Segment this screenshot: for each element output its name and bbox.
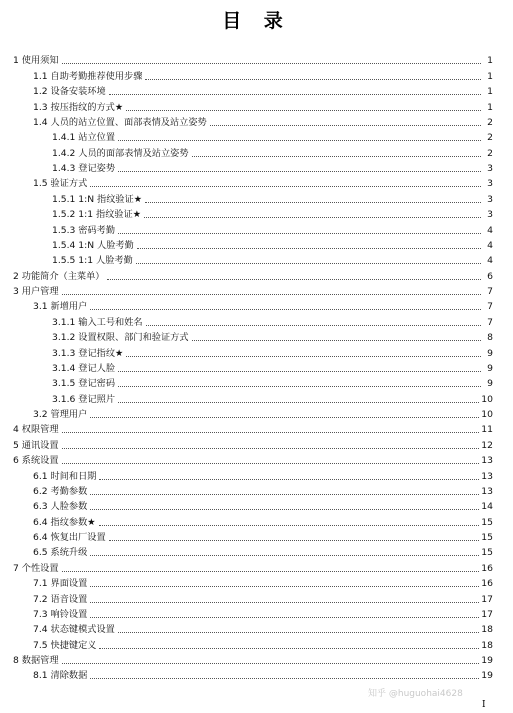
toc-entry-page-number: 12 bbox=[481, 439, 493, 451]
watermark: 知乎 @huguohai4628 bbox=[368, 689, 463, 699]
toc-entry-label: 1.5.2 1:1 指纹验证★ bbox=[52, 209, 141, 221]
toc-entry[interactable] bbox=[0, 267, 513, 282]
toc-entry-page-number: 4 bbox=[487, 255, 493, 267]
toc-dot-leader bbox=[62, 294, 481, 295]
toc-entry-page-number: 2 bbox=[487, 116, 493, 128]
toc-entry-page-number: 6 bbox=[487, 270, 493, 282]
toc-entry-page-number: 9 bbox=[487, 378, 493, 390]
toc-dot-leader bbox=[90, 617, 479, 618]
toc-entry[interactable] bbox=[0, 467, 513, 482]
toc-entry[interactable] bbox=[0, 452, 513, 467]
toc-entry-page-number: 3 bbox=[487, 178, 493, 190]
toc-entry[interactable] bbox=[0, 114, 513, 129]
toc-entry[interactable] bbox=[0, 206, 513, 221]
toc-entry-page-number: 14 bbox=[481, 501, 493, 513]
toc-entry-label: 3.1.6 登记照片 bbox=[52, 393, 116, 405]
toc-entry-page-number: 2 bbox=[487, 147, 493, 159]
toc-entry[interactable] bbox=[0, 129, 513, 144]
toc-entry-label: 1.2 设备安装环境 bbox=[33, 86, 106, 98]
toc-dot-leader bbox=[118, 233, 481, 234]
toc-entry-page-number: 9 bbox=[487, 347, 493, 359]
toc-entry-label: 6.2 考勤参数 bbox=[33, 485, 88, 497]
toc-entry-label: 1.4.2 人员的面部表情及站立姿势 bbox=[52, 147, 189, 159]
toc-entry-label: 1.4 人员的站立位置、面部表情及站立姿势 bbox=[33, 116, 207, 128]
toc-entry[interactable] bbox=[0, 52, 513, 67]
toc-dot-leader bbox=[145, 79, 481, 80]
toc-entry-label: 3.1.1 输入工号和姓名 bbox=[52, 316, 143, 328]
toc-dot-leader bbox=[62, 432, 480, 433]
toc-entry-label: 1.5.3 密码考勤 bbox=[52, 224, 116, 236]
toc-entry-label: 7.3 响铃设置 bbox=[33, 608, 88, 620]
toc-entry-page-number: 18 bbox=[481, 624, 493, 636]
toc-dot-leader bbox=[99, 525, 480, 526]
toc-dot-leader bbox=[137, 248, 481, 249]
toc-entry-page-number: 9 bbox=[487, 362, 493, 374]
toc-dot-leader bbox=[118, 371, 481, 372]
toc-entry[interactable] bbox=[0, 252, 513, 267]
toc-entry[interactable] bbox=[0, 498, 513, 513]
toc-entry-label: 3.1.5 登记密码 bbox=[52, 378, 116, 390]
toc-entry[interactable] bbox=[0, 575, 513, 590]
toc-dot-leader bbox=[90, 309, 481, 310]
toc-entry[interactable] bbox=[0, 667, 513, 682]
toc-entry-label: 1.4.1 站立位置 bbox=[52, 132, 116, 144]
toc-entry-page-number: 16 bbox=[481, 578, 493, 590]
toc-entry-page-number: 7 bbox=[487, 316, 493, 328]
toc-dot-leader bbox=[62, 448, 480, 449]
toc-entry[interactable] bbox=[0, 98, 513, 113]
toc-entry-label: 6.5 系统升级 bbox=[33, 547, 88, 559]
toc-dot-leader bbox=[118, 402, 479, 403]
toc-entry-label: 7.5 快捷键定义 bbox=[33, 639, 97, 651]
toc-dot-leader bbox=[118, 140, 481, 141]
toc-entry-page-number: 1 bbox=[487, 70, 493, 82]
toc-entry-label: 7.2 语音设置 bbox=[33, 593, 88, 605]
toc-entry[interactable] bbox=[0, 237, 513, 252]
toc-entry-page-number: 15 bbox=[481, 547, 493, 559]
toc-entry[interactable] bbox=[0, 83, 513, 98]
toc-entry-page-number: 16 bbox=[481, 562, 493, 574]
toc-dot-leader bbox=[90, 494, 479, 495]
toc-entry[interactable] bbox=[0, 652, 513, 667]
toc-entry-label: 2 功能简介（主菜单） bbox=[13, 270, 105, 282]
toc-entry-page-number: 17 bbox=[481, 593, 493, 605]
toc-entry[interactable] bbox=[0, 190, 513, 205]
toc-entry-label: 8.1 清除数据 bbox=[33, 670, 88, 682]
toc-dot-leader bbox=[90, 417, 479, 418]
toc-dot-leader bbox=[192, 156, 481, 157]
toc-dot-leader bbox=[118, 632, 479, 633]
toc-entry[interactable] bbox=[0, 421, 513, 436]
toc-entry-label: 1.4.3 登记姿势 bbox=[52, 163, 116, 174]
toc-dot-leader bbox=[90, 678, 479, 679]
toc-entry[interactable] bbox=[0, 329, 513, 344]
toc-entry[interactable] bbox=[0, 559, 513, 574]
toc-dot-leader bbox=[210, 125, 481, 126]
toc-dot-leader bbox=[109, 540, 480, 541]
toc-entry[interactable] bbox=[0, 313, 513, 328]
toc-entry-page-number: 4 bbox=[487, 224, 493, 236]
toc-dot-leader bbox=[107, 279, 481, 280]
toc-dot-leader bbox=[145, 202, 481, 203]
toc-entry[interactable] bbox=[0, 636, 513, 651]
toc-entry-page-number: 17 bbox=[481, 608, 493, 620]
toc-entry-page-number: 1 bbox=[487, 86, 493, 98]
toc-dot-leader bbox=[62, 571, 480, 572]
toc-dot-leader bbox=[90, 186, 481, 187]
toc-entry[interactable] bbox=[0, 298, 513, 313]
toc-entry-page-number: 2 bbox=[487, 132, 493, 144]
toc-entry-label: 6.4 指纹参数★ bbox=[33, 516, 96, 528]
toc-entry-page-number: 15 bbox=[481, 516, 493, 528]
toc-entry-label: 3.1 新增用户 bbox=[33, 301, 88, 313]
toc-entry-label: 1.5 验证方式 bbox=[33, 178, 88, 190]
toc-entry-label: 3.1.2 设置权限、部门和验证方式 bbox=[52, 332, 189, 344]
toc-entry-page-number: 13 bbox=[481, 470, 493, 482]
toc-entry[interactable] bbox=[0, 513, 513, 528]
toc-entry[interactable] bbox=[0, 529, 513, 544]
toc-dot-leader bbox=[62, 663, 480, 664]
toc-entry[interactable] bbox=[0, 621, 513, 636]
toc-entry-label: 1.5.5 1:1 人脸考勤 bbox=[52, 255, 133, 267]
toc-dot-leader bbox=[62, 63, 481, 64]
toc-entry-page-number: 18 bbox=[481, 639, 493, 651]
table-of-contents bbox=[0, 52, 513, 682]
toc-dot-leader bbox=[118, 386, 481, 387]
toc-entry-label: 6 系统设置 bbox=[13, 455, 59, 467]
toc-dot-leader bbox=[118, 171, 481, 172]
page-title: 目 录 bbox=[222, 10, 291, 32]
toc-entry-label: 4 权限管理 bbox=[13, 424, 59, 436]
toc-entry-page-number: 11 bbox=[481, 424, 493, 436]
toc-entry-page-number: 19 bbox=[481, 655, 493, 666]
toc-entry[interactable] bbox=[0, 344, 513, 359]
toc-entry-label: 1.3 按压指纹的方式★ bbox=[33, 101, 124, 113]
toc-entry-page-number: 13 bbox=[481, 455, 493, 467]
toc-entry[interactable] bbox=[0, 606, 513, 621]
toc-entry[interactable] bbox=[0, 360, 513, 375]
toc-entry-page-number: 19 bbox=[481, 670, 493, 682]
toc-dot-leader bbox=[126, 110, 481, 111]
toc-dot-leader bbox=[62, 463, 480, 464]
toc-dot-leader bbox=[192, 340, 481, 341]
toc-entry-page-number: 7 bbox=[487, 286, 493, 297]
toc-entry-page-number: 8 bbox=[487, 332, 493, 344]
toc-entry-label: 6.4 恢复出厂设置 bbox=[33, 532, 106, 543]
toc-dot-leader bbox=[144, 217, 481, 218]
toc-entry[interactable] bbox=[0, 590, 513, 605]
toc-entry-label: 1 使用须知 bbox=[13, 55, 59, 67]
toc-dot-leader bbox=[126, 356, 481, 357]
toc-entry-label: 5 通讯设置 bbox=[13, 439, 59, 451]
toc-dot-leader bbox=[136, 263, 481, 264]
toc-entry-label: 6.3 人脸参数 bbox=[33, 501, 88, 513]
toc-entry-page-number: 10 bbox=[481, 393, 493, 405]
text-cursor-icon: I bbox=[482, 700, 486, 710]
toc-entry-label: 6.1 时间和日期 bbox=[33, 470, 97, 482]
toc-entry[interactable] bbox=[0, 175, 513, 190]
toc-entry-page-number: 1 bbox=[487, 101, 493, 113]
toc-dot-leader bbox=[90, 509, 479, 510]
toc-entry-page-number: 13 bbox=[481, 485, 493, 497]
toc-dot-leader bbox=[99, 648, 479, 649]
toc-entry[interactable] bbox=[0, 283, 513, 298]
toc-entry-label: 1.5.1 1:N 指纹验证★ bbox=[52, 193, 143, 205]
toc-dot-leader bbox=[109, 94, 481, 95]
toc-entry-label: 1.5.4 1:N 人脸考勤 bbox=[52, 239, 134, 251]
toc-entry-label: 1.1 自助考勤推荐使用步骤 bbox=[33, 70, 143, 82]
toc-entry-page-number: 15 bbox=[481, 532, 493, 543]
toc-entry-page-number: 4 bbox=[487, 239, 493, 251]
toc-entry-label: 7.4 状态键模式设置 bbox=[33, 624, 115, 636]
toc-entry-page-number: 10 bbox=[481, 409, 493, 420]
toc-entry[interactable] bbox=[0, 160, 513, 175]
toc-entry[interactable] bbox=[0, 221, 513, 236]
toc-entry-label: 7 个性设置 bbox=[13, 562, 59, 574]
toc-dot-leader bbox=[90, 555, 479, 556]
toc-entry-label: 3.2 管理用户 bbox=[33, 409, 88, 420]
toc-dot-leader bbox=[90, 602, 479, 603]
toc-entry-page-number: 3 bbox=[487, 193, 493, 205]
toc-entry-page-number: 1 bbox=[487, 55, 493, 67]
toc-entry[interactable] bbox=[0, 375, 513, 390]
toc-entry-page-number: 7 bbox=[487, 301, 493, 313]
toc-entry[interactable] bbox=[0, 406, 513, 421]
toc-entry-page-number: 3 bbox=[487, 209, 493, 221]
toc-entry-page-number: 3 bbox=[487, 163, 493, 174]
toc-entry[interactable] bbox=[0, 67, 513, 82]
toc-entry-label: 3.1.4 登记人脸 bbox=[52, 362, 116, 374]
toc-entry-label: 7.1 界面设置 bbox=[33, 578, 88, 590]
toc-dot-leader bbox=[99, 479, 479, 480]
toc-entry-label: 3 用户管理 bbox=[13, 286, 59, 297]
toc-entry-label: 8 数据管理 bbox=[13, 655, 59, 666]
toc-entry[interactable] bbox=[0, 436, 513, 451]
toc-entry[interactable] bbox=[0, 544, 513, 559]
toc-entry[interactable] bbox=[0, 144, 513, 159]
toc-dot-leader bbox=[146, 325, 481, 326]
toc-entry-label: 3.1.3 登记指纹★ bbox=[52, 347, 124, 359]
toc-entry[interactable] bbox=[0, 390, 513, 405]
toc-entry[interactable] bbox=[0, 483, 513, 498]
toc-dot-leader bbox=[90, 586, 479, 587]
